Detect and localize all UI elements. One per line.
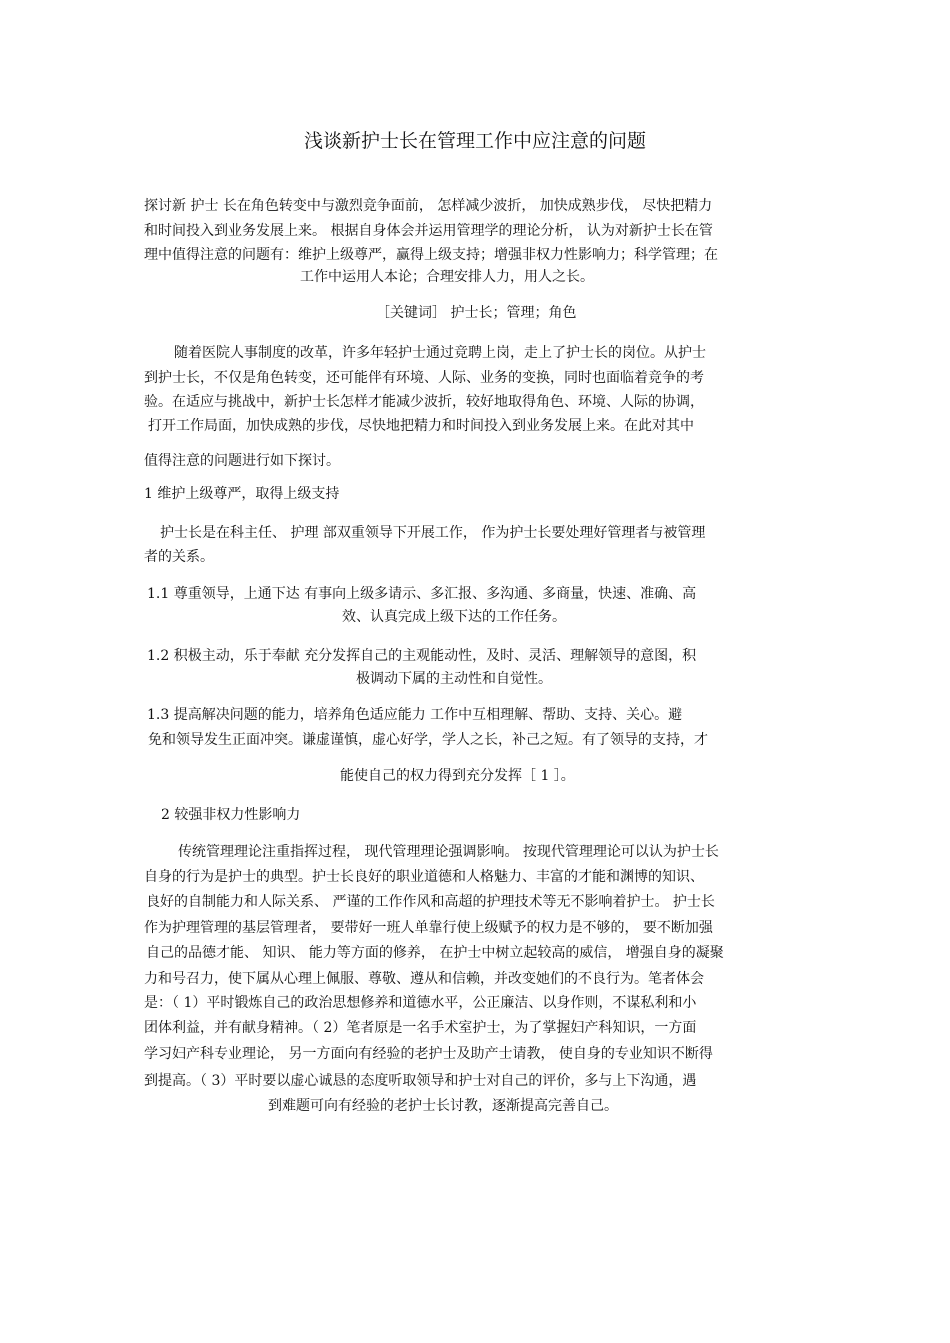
intro-line: 到护士长，不仅是角色转变，还可能伴有环境、人际、业务的变换，同时也面临着竞争的考 — [144, 370, 704, 386]
abstract-line: 和时间投入到业务发展上来。 根据自身体会并运用管理学的理论分析， 认为对新护士长在管 — [144, 223, 713, 239]
paragraph-line: 作为护理管理的基层管理者， 要带好一班人单靠行使上级赋予的权力是不够的， 要不断加强 — [144, 920, 713, 936]
subsection-line: 能使自己的权力得到充分发挥［ 1 ］。 — [340, 768, 575, 784]
page-title: 浅谈新护士长在管理工作中应注意的问题 — [303, 130, 646, 152]
keywords: ［关键词］ 护士长；管理；角色 — [376, 305, 577, 321]
subsection-line: 效、认真完成上级下达的工作任务。 — [342, 609, 566, 625]
paragraph-line: 传统管理理论注重指挥过程， 现代管理理论强调影响。 按现代管理理论可以认为护士长 — [178, 844, 719, 860]
subsection-line: 1.3 提高解决问题的能力，培养角色适应能力 工作中互相理解、帮助、支持、关心。避 — [147, 707, 683, 723]
paragraph-line: 学习妇产科专业理论， 另一方面向有经验的老护士及助产士请教， 使自身的专业知识不断得 — [144, 1046, 713, 1062]
paragraph-line: 良好的自制能力和人际关系、 严谨的工作作风和高超的护理技术等无不影响着护士。 护士长 — [146, 894, 715, 910]
paragraph-line: 是：（ 1）平时锻炼自己的政治思想修养和道德水平，公正廉洁、以身作则，不谋私利和小 — [144, 995, 697, 1011]
abstract-line: 工作中运用人本论；合理安排人力，用人之长。 — [300, 269, 594, 285]
paragraph-line: 自身的行为是护士的典型。护士长良好的职业道德和人格魅力、丰富的才能和渊博的知识、 — [144, 869, 704, 885]
subsection-line: 1.1 尊重领导，上通下达 有事向上级多请示、多汇报、多沟通、多商量，快速、准确、高 — [147, 586, 697, 602]
intro-line: 验。在适应与挑战中，新护士长怎样才能减少波折，较好地取得角色、环境、人际的协调， — [144, 394, 704, 410]
paragraph-line: 团体利益，并有献身精神。（ 2）笔者原是一名手术室护士，为了掌握妇产科知识，一方面 — [144, 1020, 697, 1036]
intro-line: 随着医院人事制度的改革，许多年轻护士通过竞聘上岗，走上了护士长的岗位。从护士 — [174, 345, 706, 361]
intro-line: 打开工作局面，加快成熟的步伐，尽快地把精力和时间投入到业务发展上来。在此对其中 — [148, 418, 694, 434]
abstract-line: 理中值得注意的问题有：维护上级尊严，赢得上级支持；增强非权力性影响力；科学管理；在 — [144, 247, 718, 263]
paragraph-line: 者的关系。 — [144, 549, 214, 565]
paragraph-line: 自己的品德才能、 知识、 能力等方面的修养， 在护士中树立起较高的威信， 增强自身的凝聚 — [146, 945, 724, 961]
intro-line: 值得注意的问题进行如下探讨。 — [144, 453, 340, 469]
paragraph-line: 到提高。（ 3）平时要以虚心诚恳的态度听取领导和护士对自己的评价，多与上下沟通，遇 — [144, 1073, 697, 1089]
subsection-line: 1.2 积极主动，乐于奉献 充分发挥自己的主观能动性，及时、灵活、理解领导的意图，积 — [147, 648, 697, 664]
subsection-line: 免和领导发生正面冲突。谦虚谨慎，虚心好学，学人之长，补己之短。有了领导的支持，才 — [148, 732, 708, 748]
paragraph-line: 力和号召力，使下属从心理上佩服、尊敬、遵从和信赖，并改变她们的不良行为。笔者体会 — [144, 971, 704, 987]
section-1-heading: 1 维护上级尊严，取得上级支持 — [144, 486, 340, 502]
abstract-line: 探讨新 护士 长在角色转变中与激烈竞争面前， 怎样减少波折， 加快成熟步伐， 尽快把精力 — [144, 198, 713, 214]
subsection-line: 极调动下属的主动性和自觉性。 — [356, 671, 552, 687]
section-2-heading: 2 较强非权力性影响力 — [161, 807, 301, 823]
paragraph-line: 护士长是在科主任、 护理 部双重领导下开展工作， 作为护士长要处理好管理者与被管理 — [160, 525, 706, 541]
paragraph-line: 到难题可向有经验的老护士长讨教，逐渐提高完善自己。 — [268, 1098, 618, 1114]
